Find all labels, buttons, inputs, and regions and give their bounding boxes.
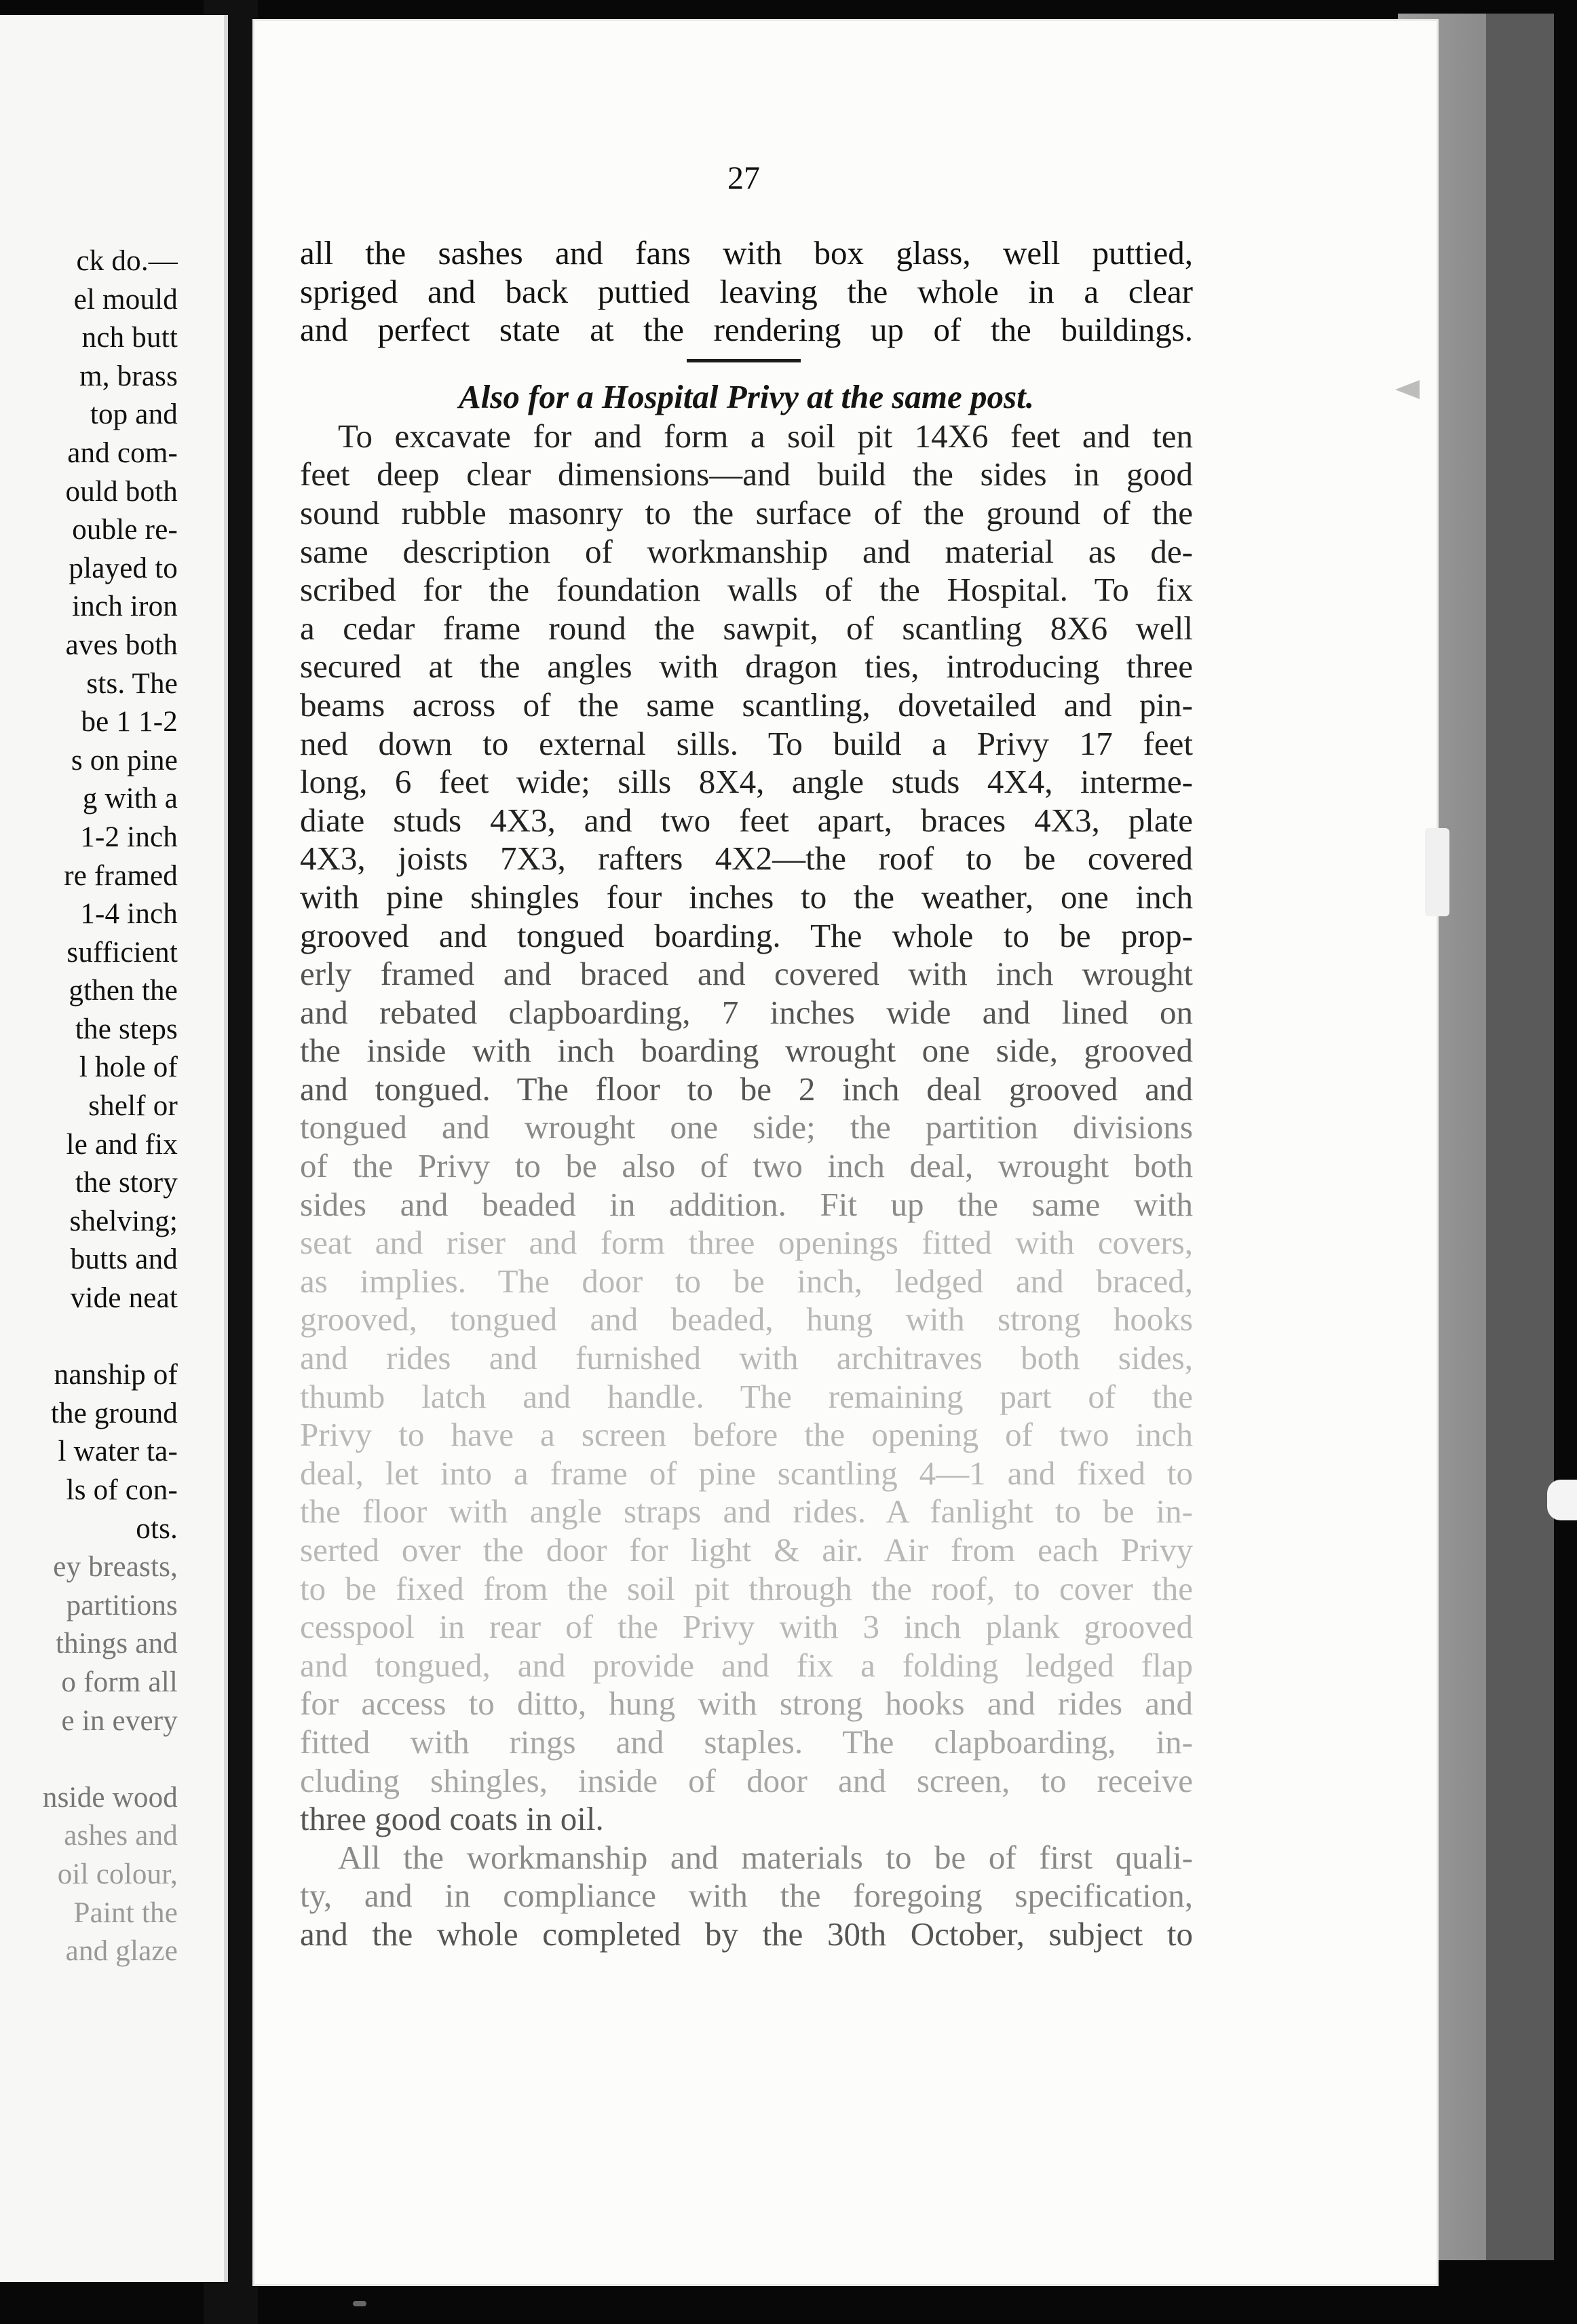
facing-page-line: oil colour, <box>57 1858 178 1890</box>
text-line: thumb latch and handle. The remaining part of the <box>300 1377 1193 1415</box>
text-line: cluding shingles, inside of door and screen, to receive <box>300 1761 1193 1799</box>
text-line: and perfect state at the rendering up of the buildings. <box>300 311 1193 349</box>
text-line: grooved, tongued and beaded, hung with strong hooks <box>300 1300 1193 1338</box>
text-line: and the whole completed by the 30th October, subject to <box>300 1915 1193 1953</box>
closing-paragraph <box>300 1839 1193 1954</box>
text-line: of the Privy to be also of two inch deal, wrought both <box>300 1147 1193 1185</box>
text-line: and tongued. The floor to be 2 inch deal grooved and <box>300 1070 1193 1108</box>
facing-page-line: o form all <box>61 1666 178 1698</box>
facing-page-left <box>0 15 228 2282</box>
text-line: ty, and in compliance with the foregoing specification, <box>300 1877 1193 1915</box>
facing-page-line: le and fix <box>66 1128 178 1161</box>
text-line: beams across of the same scantling, dovetailed and pin- <box>300 686 1193 724</box>
facing-page-line: shelf or <box>88 1090 178 1123</box>
text-line: and tongued, and provide and fix a folding ledged flap <box>300 1646 1193 1684</box>
page-edge-tear <box>1547 1480 1577 1520</box>
text-line: feet deep clear dimensions—and build the sides in good <box>300 455 1193 493</box>
facing-page-line: nanship of <box>54 1359 178 1391</box>
facing-page-line: vide neat <box>70 1282 178 1315</box>
text-line: 4X3, joists 7X3, rafters 4X2—the roof to be covered <box>300 840 1193 878</box>
facing-page-line: nside wood <box>42 1781 178 1814</box>
facing-page-line: the story <box>75 1167 178 1199</box>
facing-page-line: the steps <box>75 1013 178 1045</box>
privy-specification-paragraph <box>300 417 1193 1839</box>
text-line: grooved and tongued boarding. The whole to be prop- <box>300 916 1193 954</box>
facing-page-line: 1-4 inch <box>80 898 178 931</box>
text-line: three good coats in oil. <box>300 1800 604 1838</box>
facing-page-line: s on pine <box>71 744 178 776</box>
text-line: deal, let into a frame of pine scantling 4—1 and fixed to <box>300 1454 1193 1492</box>
text-line: secured at the angles with dragon ties, introducing three <box>300 648 1193 686</box>
section-divider <box>300 350 1193 377</box>
text-line: for access to ditto, hung with strong hooks and rides and <box>300 1685 1193 1723</box>
page-body <box>300 234 1193 1954</box>
facing-page-line: ould both <box>65 475 178 508</box>
facing-page-line: the ground <box>50 1397 178 1429</box>
text-line: cesspool in rear of the Privy with 3 inch plank grooved <box>300 1608 1193 1646</box>
facing-page-line <box>0 1318 178 1357</box>
facing-page-line: top and <box>90 398 178 431</box>
text-line: scribed for the foundation walls of the Hospital. To fix <box>300 571 1193 609</box>
facing-page-line: sts. The <box>86 667 178 700</box>
facing-page-text <box>0 242 178 1971</box>
facing-page-line: ck do.— <box>76 245 178 277</box>
text-line: and rebated clapboarding, 7 inches wide and lined on <box>300 993 1193 1031</box>
facing-page-line: ls of con- <box>66 1474 178 1506</box>
section-heading: Also for a Hospital Privy at the same post. <box>459 377 1034 415</box>
facing-page-line: e in every <box>61 1704 178 1737</box>
facing-page-line: and glaze <box>65 1935 178 1968</box>
facing-page-line: shelving; <box>69 1205 178 1237</box>
text-line: fitted with rings and staples. The clapboarding, in- <box>300 1723 1193 1761</box>
text-line: tongued and wrought one side; the partition divisions <box>300 1108 1193 1146</box>
text-line: and rides and furnished with architraves both sides, <box>300 1339 1193 1377</box>
facing-page-line: el mould <box>73 283 178 316</box>
facing-page-line: inch iron <box>72 591 178 623</box>
facing-page-line: re framed <box>64 859 178 892</box>
facing-page-line: played to <box>69 552 178 584</box>
divider-rule <box>687 359 801 362</box>
facing-page-line: g with a <box>82 783 178 815</box>
text-line: long, 6 feet wide; sills 8X4, angle studs 4X4, interme- <box>300 763 1193 801</box>
facing-page-line: gthen the <box>69 975 178 1007</box>
text-line: diate studs 4X3, and two feet apart, braces 4X3, plate <box>300 801 1193 839</box>
scan-speck <box>353 2301 366 2306</box>
text-line: ned down to external sills. To build a Privy 17 feet <box>300 724 1193 762</box>
margin-mark <box>1395 380 1420 399</box>
facing-page-line: ouble re- <box>72 514 178 546</box>
facing-page-line: m, brass <box>79 360 178 392</box>
facing-page-line: ey breasts, <box>53 1551 178 1583</box>
opening-paragraph <box>300 234 1193 350</box>
text-line: erly framed and braced and covered with inch wrought <box>300 955 1193 993</box>
facing-page-line: things and <box>56 1628 178 1660</box>
facing-page-line: ots. <box>136 1512 178 1545</box>
text-line: the inside with inch boarding wrought one side, grooved <box>300 1032 1193 1070</box>
text-line: all the sashes and fans with box glass, well puttied, <box>300 234 1193 271</box>
page-edge-tab <box>1425 828 1449 916</box>
facing-page-line: 1-2 inch <box>80 821 178 853</box>
text-line: same description of workmanship and material as de- <box>300 532 1193 570</box>
text-line: to be fixed from the soil pit through the roof, to cover the <box>300 1569 1193 1607</box>
text-line: All the workmanship and materials to be of first quali- <box>338 1838 1193 1876</box>
text-line: as implies. The door to be inch, ledged and braced, <box>300 1262 1193 1300</box>
facing-page-line: partitions <box>66 1589 178 1622</box>
text-line: spriged and back puttied leaving the whole in a clear <box>300 272 1193 310</box>
facing-page-line: aves both <box>65 629 178 661</box>
facing-page-line: sufficient <box>66 936 178 969</box>
page-number: 27 <box>727 160 760 196</box>
text-line: with pine shingles four inches to the weather, one inch <box>300 878 1193 916</box>
facing-page-line: be 1 1-2 <box>81 706 178 738</box>
text-line: sound rubble masonry to the surface of the ground of the <box>300 493 1193 531</box>
text-line: a cedar frame round the sawpit, of scantling 8X6 well <box>300 609 1193 647</box>
facing-page-line <box>0 1740 178 1779</box>
facing-page-line: l water ta- <box>58 1436 178 1468</box>
underlying-page-shadow <box>1486 14 1554 2260</box>
facing-page-line: butts and <box>70 1243 178 1276</box>
facing-page-line: l hole of <box>79 1051 178 1084</box>
facing-page-line: ashes and <box>64 1820 178 1852</box>
facing-page-line: and com- <box>67 436 178 469</box>
text-line: sides and beaded in addition. Fit up the same with <box>300 1185 1193 1223</box>
text-line: seat and riser and form three openings fitted with covers, <box>300 1224 1193 1262</box>
facing-page-line: nch butt <box>81 322 178 354</box>
text-line: Privy to have a screen before the opening of two inch <box>300 1416 1193 1454</box>
facing-page-line: Paint the <box>73 1896 178 1929</box>
text-line: To excavate for and form a soil pit 14X6 feet and ten <box>338 417 1193 455</box>
text-line: serted over the door for light & air. Air from each Privy <box>300 1531 1193 1569</box>
text-line: the floor with angle straps and rides. A fanlight to be in- <box>300 1493 1193 1531</box>
